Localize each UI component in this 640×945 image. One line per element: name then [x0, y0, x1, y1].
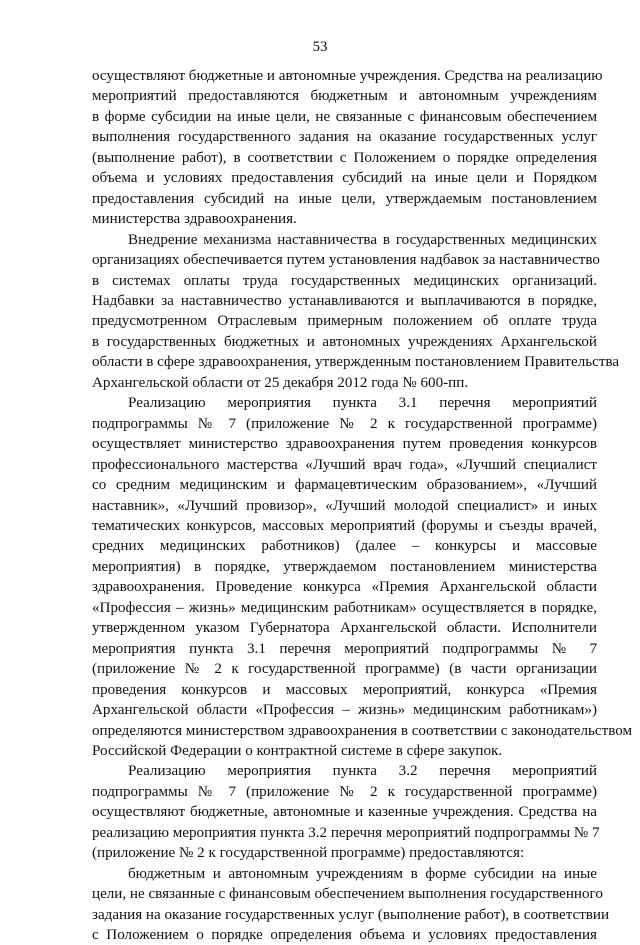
text-line: объема и условиях предоставления субсидий на иные цели и Порядком: [92, 170, 597, 187]
text-line: Реализацию мероприятия пункта 3.1 перечня мероприятий: [128, 395, 597, 412]
text-line: (приложение № 2 к государственной программе) предоставляются:: [92, 845, 525, 862]
text-line: (выполнение работ), в соответствии с Положением о порядке определения: [92, 149, 597, 166]
text-line: профессионального мастерства «Лучший врач года», «Лучший специалист: [92, 456, 597, 473]
text-line: министерства здравоохранения.: [92, 211, 297, 228]
paragraph: [92, 230, 620, 394]
text-line: выполнения государственного задания на оказание государственных услуг: [92, 129, 597, 146]
text-line: (приложение № 2 к государственной программе) (в части организации: [92, 661, 597, 678]
text-line: области в сфере здравоохранения, утвержденным постановлением Правительства: [92, 354, 620, 371]
text-line: подпрограммы № 7 (приложение № 2 к государственной программе): [92, 783, 597, 800]
paragraph: [92, 864, 610, 945]
text-line: осуществляют бюджетные, автономные и казенные учреждения. Средства на: [92, 804, 597, 821]
text-line: предусмотренном Отраслевым примерным положением об оплате труда: [92, 313, 597, 330]
text-line: определяются министерством здравоохранения в соответствии с законодательством: [92, 722, 633, 739]
text-line: бюджетным и автономным учреждениям в форме субсидии на иные: [128, 865, 597, 882]
paragraph: [92, 66, 603, 230]
text-line: мероприятия) в порядке, утверждаемом постановлением министерства: [92, 558, 597, 575]
paragraph: [92, 761, 600, 863]
text-line: мероприятия пункта 3.1 перечня мероприятий подпрограммы № 7: [92, 640, 597, 657]
text-line: в форме субсидии на иные цели, не связанные с финансовым обеспечением: [92, 108, 597, 125]
text-line: наставник», «Лучший провизор», «Лучший молодой специалист» и иных: [92, 497, 597, 514]
text-line: Надбавки за наставничество устанавливаются и выплачиваются в порядке,: [92, 292, 597, 309]
text-line: «Профессия – жизнь» медицинским работникам» осуществляется в порядке,: [92, 599, 597, 616]
text-line: утвержденном указом Губернатора Архангельской области. Исполнители: [92, 620, 597, 637]
text-line: в системах оплаты труда государственных медицинских организаций.: [92, 272, 597, 289]
text-line: проведения конкурсов и массовых мероприятий, конкурса «Премия: [92, 681, 597, 698]
document-body: [92, 66, 633, 945]
text-line: здравоохранения. Проведение конкурса «Премия Архангельской области: [92, 579, 597, 596]
text-line: цели, не связанные с финансовым обеспечением выполнения государственного: [92, 886, 603, 903]
paragraph: [92, 393, 633, 761]
text-line: средних медицинских работников) (далее – конкурсы и массовые: [92, 538, 597, 555]
text-line: осуществляет министерство здравоохранения путем проведения конкурсов: [92, 436, 597, 453]
text-line: Реализацию мероприятия пункта 3.2 перечня мероприятий: [128, 763, 597, 780]
text-line: задания на оказание государственных услуг (выполнение работ), в соответствии: [92, 906, 610, 923]
text-line: со средним медицинским и фармацевтическим образованием», «Лучший: [92, 477, 597, 494]
text-line: организациях обеспечивается путем установления надбавок за наставничество: [92, 252, 600, 269]
page-number: 53: [312, 39, 328, 55]
text-line: Архангельской области от 25 декабря 2012 года № 600-пп.: [92, 374, 469, 391]
text-line: подпрограммы № 7 (приложение № 2 к государственной программе): [92, 415, 597, 432]
text-line: осуществляют бюджетные и автономные учреждения. Средства на реализацию: [92, 68, 603, 84]
text-line: реализацию мероприятия пункта 3.2 перечня мероприятий подпрограммы № 7: [92, 824, 600, 841]
text-line: тематических конкурсов, массовых мероприятий (форумы и съезды врачей,: [92, 517, 597, 534]
text-line: мероприятий предоставляются бюджетным и автономным учреждениям: [92, 88, 597, 105]
text-line: Российской Федерации о контрактной системе в сфере закупок.: [92, 742, 503, 759]
text-line: Внедрение механизма наставничества в государственных медицинских: [128, 231, 597, 248]
text-line: предоставления субсидий на иные цели, утверждаемым постановлением: [92, 190, 597, 207]
text-line: с Положением о порядке определения объема и условиях предоставления: [92, 927, 597, 944]
text-line: Архангельской области «Профессия – жизнь» медицинским работникам»): [92, 702, 597, 719]
text-line: в государственных бюджетных и автономных учреждениях Архангельской: [92, 333, 597, 350]
